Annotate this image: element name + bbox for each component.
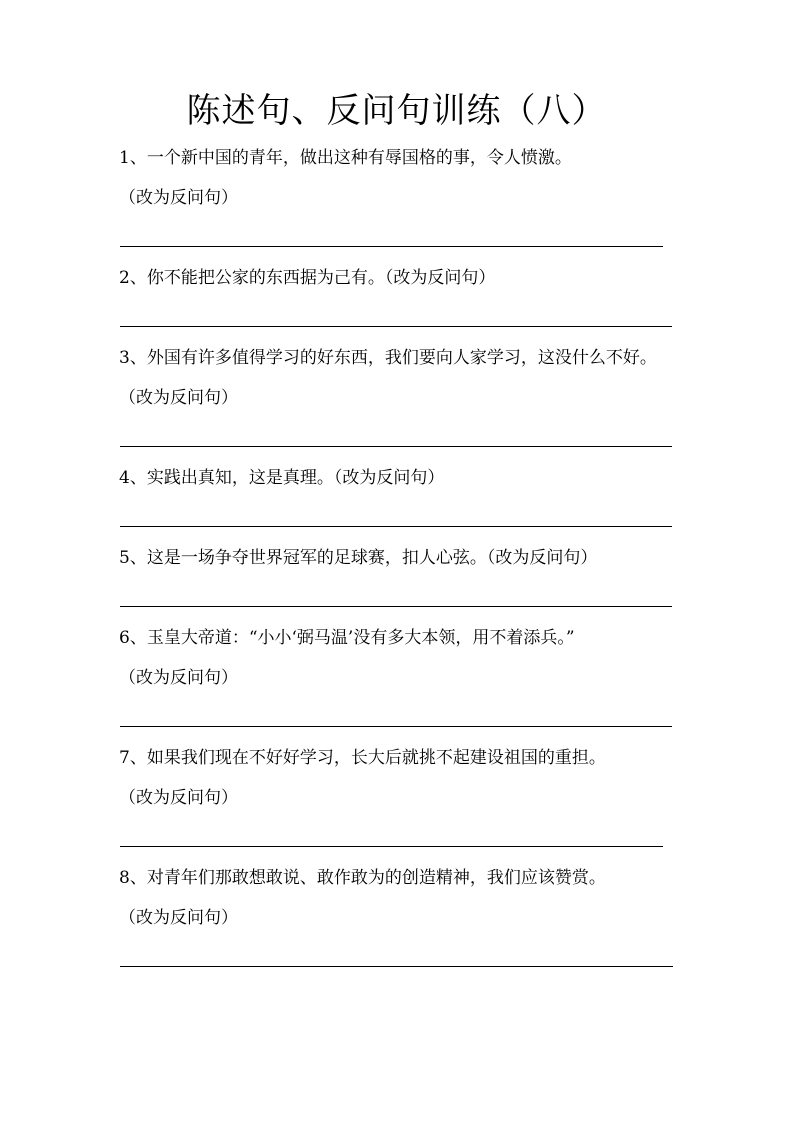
question-number: 6、 [119,628,147,648]
question-8-instruction: （改为反问句） [119,908,238,928]
answer-line-3 [120,446,672,447]
question-instruction: （改为反问句） [486,548,598,568]
answer-line-6 [120,726,672,727]
question-7-text [119,746,606,770]
question-2-text [119,266,495,290]
question-number: 7、 [119,748,147,768]
question-body: 玉皇大帝道：“小小‘弼马温’没有多大本领，用不着添兵。” [146,628,575,648]
question-body: 你不能把公家的东西据为己有。 [146,268,385,288]
question-6-instruction: （改为反问句） [119,668,238,688]
answer-line-8 [120,966,673,967]
question-instruction: （改为反问句） [333,468,445,488]
question-number: 4、 [119,468,147,488]
answer-line-1 [120,246,663,247]
question-number: 2、 [119,268,147,288]
question-instruction: （改为反问句） [384,268,496,288]
question-body: 外国有许多值得学习的好东西，我们要向人家学习，这没什么不好。 [146,348,657,368]
question-6-text [119,626,575,650]
question-body: 如果我们现在不好好学习，长大后就挑不起建设祖国的重担。 [146,748,606,768]
answer-line-2 [120,326,672,327]
question-4-text [119,466,444,490]
answer-line-4 [120,526,672,527]
question-number: 5、 [119,548,147,568]
question-1-instruction: （改为反问句） [119,188,238,208]
answer-line-5 [120,606,672,607]
question-3-text [119,346,657,370]
question-1-text [119,146,572,170]
question-body: 对青年们那敢想敢说、敢作敢为的创造精神，我们应该赞赏。 [146,868,606,888]
question-7-instruction: （改为反问句） [119,788,238,808]
question-body: 一个新中国的青年，做出这种有辱国格的事，令人愤激。 [146,148,572,168]
page-title: 陈述句、反问句训练（八） [186,91,607,131]
answer-line-7 [120,846,663,847]
question-body: 这是一场争夺世界冠军的足球赛，扣人心弦。 [146,548,487,568]
question-8-text [119,866,606,890]
question-body: 实践出真知，这是真理。 [146,468,334,488]
question-5-text [119,546,597,570]
question-number: 8、 [119,868,147,888]
question-3-instruction: （改为反问句） [119,388,238,408]
question-number: 3、 [119,348,147,368]
question-number: 1、 [119,148,147,168]
